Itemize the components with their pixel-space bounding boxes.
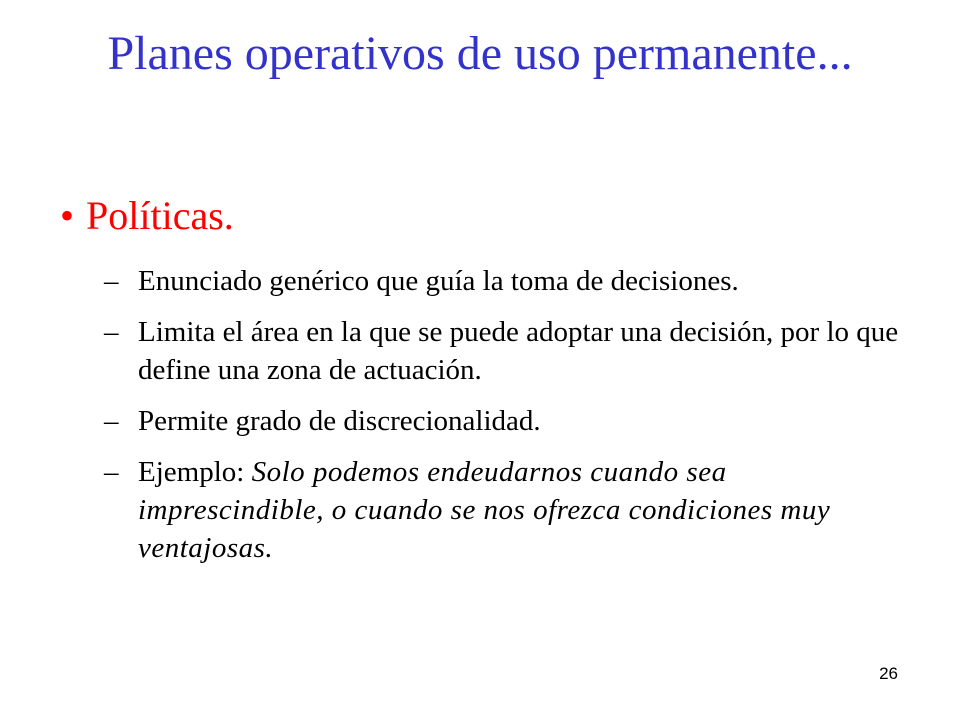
page-number: 26: [879, 664, 898, 683]
example-label: Ejemplo:: [138, 456, 252, 488]
sub-bullet-list: [104, 262, 904, 580]
heading-bullet-row: [60, 190, 234, 242]
slide-title: Planes operativos de uso permanente...: [107, 27, 853, 80]
dash-icon: –: [104, 316, 119, 348]
dash-icon: –: [104, 456, 119, 488]
heading-text: Políticas.: [86, 193, 234, 238]
sub-bullet-text: Limita el área en la que se puede adoptar una decisión, por lo que define una zona de actuación.: [138, 316, 899, 386]
example-item: [104, 453, 904, 567]
sub-bullet-text: Enunciado genérico que guía la toma de decisiones.: [138, 265, 739, 297]
dash-icon: –: [104, 405, 119, 437]
sub-bullet-text: Permite grado de discrecionalidad.: [138, 405, 541, 437]
bullet-icon: •: [60, 193, 75, 238]
sub-bullet-item: [104, 313, 904, 389]
sub-bullet-item: [104, 402, 904, 440]
example-text: Solo podemos endeudarnos cuando sea imprescindible, o cuando se nos ofrezca condiciones muy ventajosas.: [138, 456, 831, 564]
dash-icon: –: [104, 265, 119, 297]
sub-bullet-item: [104, 262, 904, 300]
